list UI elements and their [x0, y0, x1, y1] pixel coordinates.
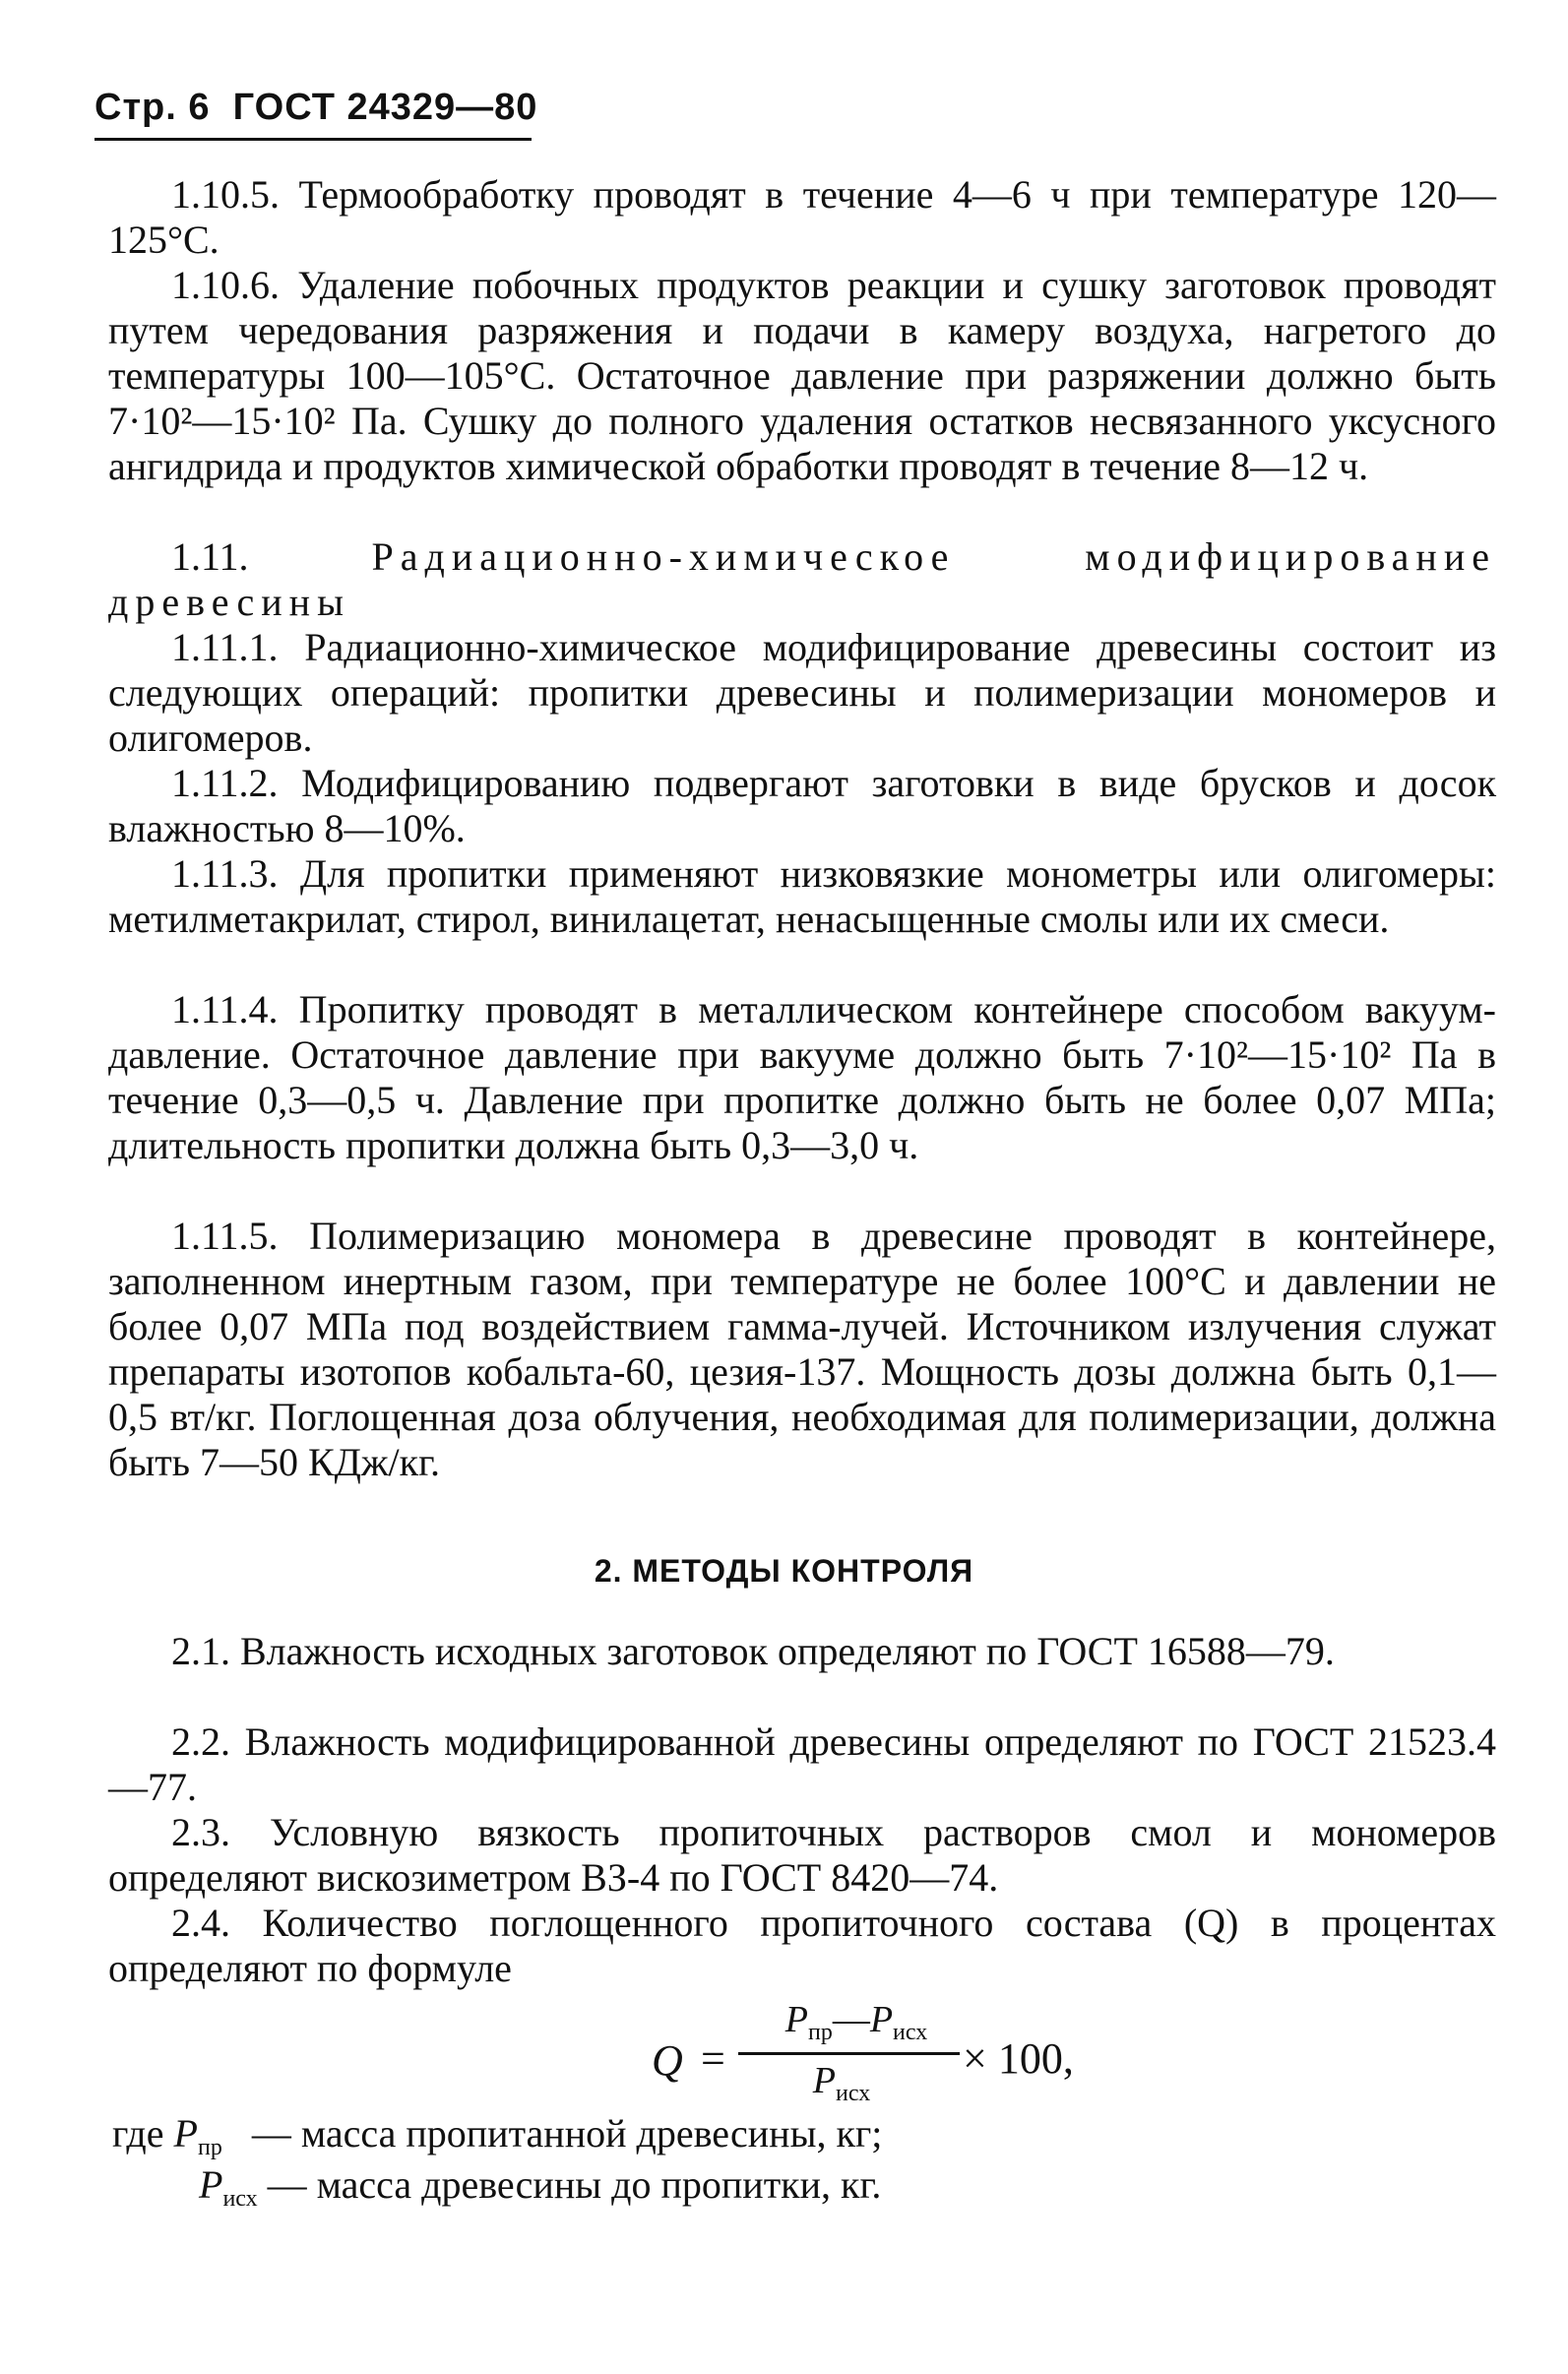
- formula-numerator: $P_{пр}—P_{исх}$: [784, 1999, 928, 2045]
- subsection-number: 1.11.: [171, 534, 249, 579]
- paragraph-1-10-6: 1.10.6. Удаление побочных продуктов реакции и сушку заготовок проводят путем чередования разряжения и подачи в камеру воздуха, нагретого до температуры 100—105°С. Остаточное давление при разряжении должно быть 7·10²—15·10² Па. Сушку до полного удаления остатков несвязанного уксусного ангидрида и продуктов химической обработки проводят в течение 8—12 ч.: [108, 263, 1496, 488]
- subsection-title-1-11: [108, 534, 1496, 625]
- page-header: [94, 87, 537, 129]
- paragraph-2-4: 2.4. Количество поглощенного пропиточного состава (Q) в процентах определяют по формуле: [108, 1901, 1496, 1990]
- paragraph-1-10-5: 1.10.5. Термообработку проводят в течение 4—6 ч при температуре 120—125°С.: [108, 172, 1496, 262]
- formula-equals: =: [701, 2034, 725, 2083]
- paragraph-2-2: 2.2. Влажность модифицированной древесины определяют по ГОСТ 21523.4—77.: [108, 1719, 1496, 1809]
- paragraph-1-11-4: 1.11.4. Пропитку проводят в металлическом контейнере способом вакуум-давление. Остаточное давление при вакууме должно быть 7·10²—15·10² Па в течение 0,3—0,5 ч. Давление при пропитке должно быть не более 0,07 МПа; длительность пропитки должна быть 0,3—3,0 ч.: [108, 987, 1496, 1167]
- section-heading: 2. МЕТОДЫ КОНТРОЛЯ: [594, 1553, 974, 1589]
- subsection-title: Радиационно-химическое модифицирование древесины: [108, 534, 1496, 624]
- formula-multiplier: × 100,: [963, 2034, 1074, 2083]
- paragraph-1-11-2: 1.11.2. Модифицированию подвергают заготовки в виде брусков и досок влажностью 8—10%.: [108, 761, 1496, 850]
- standard-code: ГОСТ 24329—80: [232, 87, 538, 128]
- legend-line-1: где $P_{пр}$ — масса пропитанной древесины, кг;: [112, 2111, 883, 2160]
- formula-block: [0, 1998, 1568, 2106]
- paragraph-1-11-3: 1.11.3. Для пропитки применяют низковязкие монометры или олигомеры: метилметакрилат, стирол, винилацетат, ненасыщенные смолы или их смеси.: [108, 851, 1496, 941]
- paragraph-1-11-1: 1.11.1. Радиационно-химическое модифицирование древесины состоит из следующих операций: пропитки древесины и полимеризации мономеров и олигомеров.: [108, 625, 1496, 760]
- header-rule: [94, 138, 532, 141]
- legend-line-2: $P_{исх}$ — масса древесины до пропитки, кг.: [199, 2162, 882, 2212]
- formula-lhs: Q: [652, 2036, 683, 2085]
- paragraph-2-3: 2.3. Условную вязкость пропиточных растворов смол и мономеров определяют вискозиметром ВЗ-4 по ГОСТ 8420—74.: [108, 1810, 1496, 1900]
- paragraph-1-11-5: 1.11.5. Полимеризацию мономера в древесине проводят в контейнере, заполненном инертным газом, при температуре не более 100°С и давлении не более 0,07 МПа под воздействием гамма-лучей. Источником излучения служат препараты изотопов кобальта-60, цезия-137. Мощность дозы должна быть 0,1—0,5 вт/кг. Поглощенная доза облучения, необходимая для полимеризации, должна быть 7—50 КДж/кг.: [108, 1214, 1496, 1484]
- fraction-bar: [738, 2052, 960, 2055]
- page-number: Стр. 6: [94, 87, 211, 128]
- formula-denominator: $P_{исх}$: [812, 2060, 871, 2106]
- paragraph-2-1: 2.1. Влажность исходных заготовок определяют по ГОСТ 16588—79.: [171, 1629, 1335, 1673]
